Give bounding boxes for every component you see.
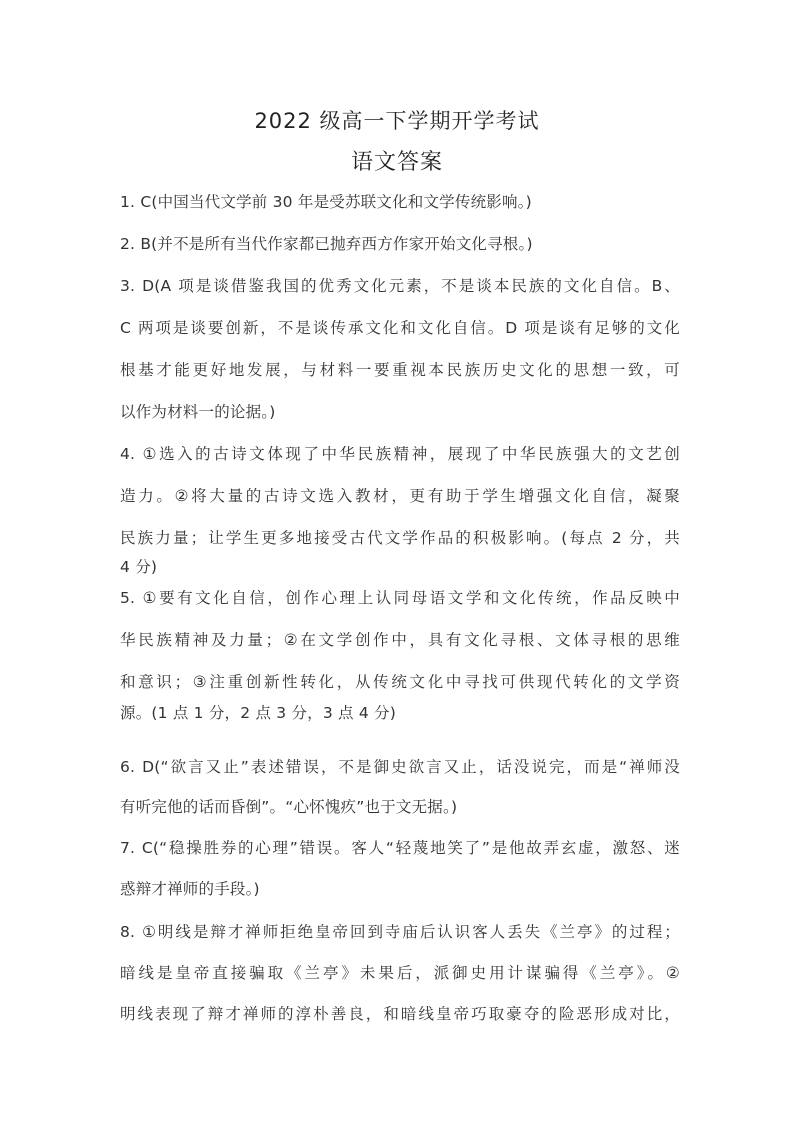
- answer-3-line-2: C 两项是谈要创新，不是谈传承文化和文化自信。D 项是谈有足够的文化: [120, 319, 680, 337]
- answer-5-line-1: 5. ①要有文化自信，创作心理上认同母语文学和文化传统，作品反映中: [120, 589, 680, 607]
- answer-8-line-2: 暗线是皇帝直接骗取《兰亭》未果后，派御史用计谋骗得《兰亭》。②: [120, 964, 680, 982]
- answer-3-line-3: 根基才能更好地发展，与材料一要重视本民族历史文化的思想一致，可: [120, 361, 680, 379]
- answer-2-line: 2. B(并不是所有当代作家都已抛弃西方作家开始文化寻根。): [120, 235, 533, 253]
- answer-4-line-4: 4 分): [120, 558, 158, 576]
- answer-7-line-2: 惑辩才禅师的手段。): [120, 880, 260, 898]
- answer-8-line-1: 8. ①明线是辩才禅师拒绝皇帝回到寺庙后认识客人丢失《兰亭》的过程；: [120, 923, 680, 941]
- answer-5-line-3: 和意识；③注重创新性转化，从传统文化中寻找可供现代转化的文学资: [120, 673, 680, 691]
- answer-5-line-4: 源。(1 点 1 分，2 点 3 分，3 点 4 分): [120, 704, 397, 722]
- answer-3-line-4: 以作为材料一的论据。): [120, 403, 276, 421]
- answer-6-line-2: 有听完他的话而昏倒”。“心怀愧疚”也于文无据。): [120, 798, 458, 816]
- answer-1-line: 1. C(中国当代文学前 30 年是受苏联文化和文学传统影响。): [120, 193, 532, 211]
- answer-4-line-3: 民族力量；让学生更多地接受古代文学作品的积极影响。(每点 2 分，共: [120, 529, 680, 547]
- answer-6-line-1: 6. D(“欲言又止”表述错误，不是御史欲言又止，话没说完，而是“禅师没: [120, 758, 680, 776]
- answer-3-line-1: 3. D(A 项是谈借鉴我国的优秀文化元素，不是谈本民族的文化自信。B、: [120, 277, 680, 295]
- answer-8-line-3: 明线表现了辩才禅师的淳朴善良，和暗线皇帝巧取豪夺的险恶形成对比，: [120, 1005, 680, 1023]
- answer-5-line-2: 华民族精神及力量；②在文学创作中，具有文化寻根、文体寻根的思维: [120, 631, 680, 649]
- document-subtitle: 语文答案: [350, 150, 443, 175]
- answer-4-line-1: 4. ①选入的古诗文体现了中华民族精神，展现了中华民族强大的文艺创: [120, 445, 680, 463]
- answer-7-line-1: 7. C(“稳操胜券的心理”错误。客人“轻蔑地笑了”是他故弄玄虚，激怒、迷: [120, 839, 680, 857]
- document-title: 2022 级高一下学期开学考试: [254, 109, 540, 133]
- answer-4-line-2: 造力。②将大量的古诗文选入教材，更有助于学生增强文化自信，凝聚: [120, 487, 680, 505]
